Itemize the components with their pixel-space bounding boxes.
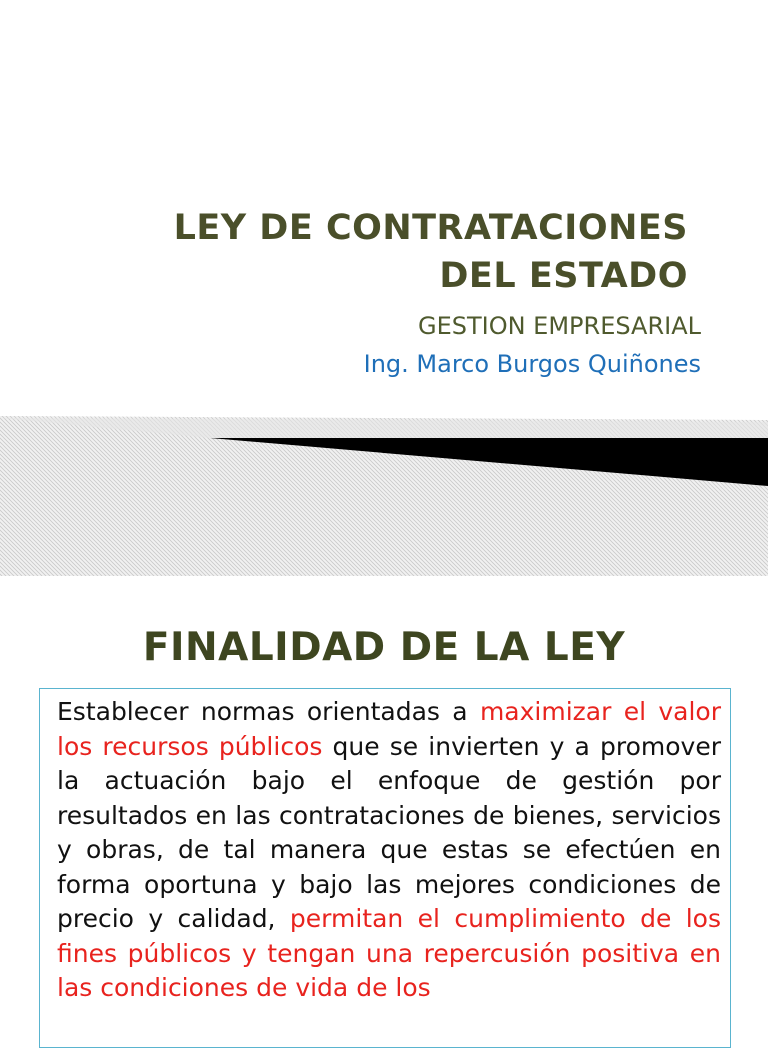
purpose-paragraph	[57, 695, 721, 1006]
body-highlight-1: maximizar el valor los recursos públicos	[57, 697, 721, 761]
slide-title-line-1: LEY DE CONTRATACIONES	[173, 208, 688, 248]
body-text-part-1: Establecer normas orientadas a	[57, 697, 480, 726]
body-text-part-2: que se invierten y a promover la actuación bajo el enfoque de gestión por resultados en las contrataciones de bienes, servicios y obras, de tal manera que estas se efectúen en forma oportuna y bajo las mejores condiciones de precio y calidad,	[57, 731, 721, 933]
purpose-text-box	[39, 688, 731, 1048]
decorative-band	[0, 410, 768, 576]
slide-title	[48, 204, 688, 300]
slide-author: Ing. Marco Burgos Quiñones	[363, 350, 701, 378]
slide-subtitle: GESTION EMPRESARIAL	[417, 312, 701, 340]
slide-title-line-2: DEL ESTADO	[439, 256, 688, 296]
body-highlight-2: permitan el cumplimiento de los fines públicos y tengan una repercusión positiva en las condiciones de vida de los	[57, 904, 722, 1002]
content-slide-title: FINALIDAD DE LA LEY	[142, 625, 626, 670]
